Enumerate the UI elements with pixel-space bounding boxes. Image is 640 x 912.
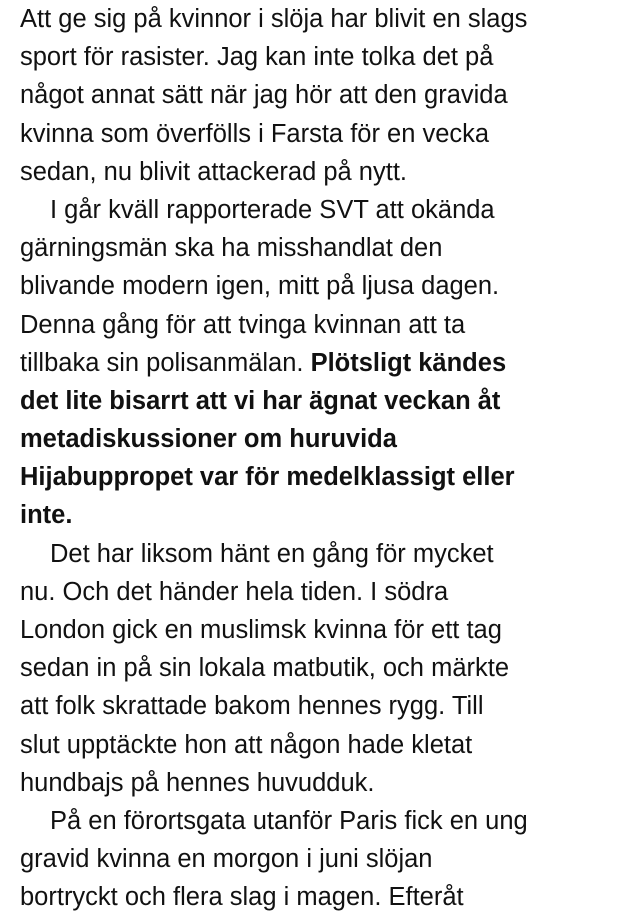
text-run: Denna gång för att tvinga kvinnan att ta [20, 310, 466, 339]
text-line [20, 38, 630, 76]
text-run: På en förortsgata utanför Paris fick en ung [50, 806, 528, 835]
text-run: sedan, nu blivit attackerad på nytt. [20, 157, 407, 186]
text-run: gärningsmän ska ha misshandlat den [20, 234, 443, 263]
text-line [20, 802, 630, 840]
text-run: hundbajs på hennes huvudduk. [20, 768, 375, 797]
text-run: bortryckt och flera slag i magen. Efteråt [20, 883, 464, 912]
text-run: tillbaka sin polisanmälan. [20, 348, 311, 377]
text-line [20, 687, 630, 725]
paragraph [20, 535, 630, 802]
text-run: London gick en muslimsk kvinna för ett tag [20, 616, 502, 644]
text-line [20, 573, 630, 611]
text-line [20, 840, 630, 878]
text-run: att folk skrattade bakom hennes rygg. Till [20, 692, 484, 721]
text-line [20, 420, 630, 458]
text-run: sport för rasister. Jag kan inte tolka det på [20, 43, 494, 72]
text-run: blivande modern igen, mitt på ljusa dagen. [20, 272, 500, 301]
bold-text-run: metadiskussioner om huruvida [20, 425, 397, 454]
text-line [20, 76, 630, 114]
bold-text-run: inte. [20, 501, 73, 530]
text-run: sedan in på sin lokala matbutik, och märkte [20, 654, 510, 683]
text-line [20, 267, 630, 305]
text-run: slut upptäckte hon att någon hade kletat [20, 730, 473, 759]
text-line [20, 382, 630, 420]
paragraph [20, 802, 630, 912]
text-line [20, 726, 630, 764]
text-line [20, 535, 630, 573]
text-line [20, 764, 630, 802]
paragraph [20, 0, 630, 191]
text-line [20, 115, 630, 153]
text-run: något annat sätt när jag hör att den gravida [20, 81, 508, 110]
text-run: Det har liksom hänt en gång för mycket [50, 539, 494, 568]
paragraph [20, 191, 630, 535]
text-line [20, 344, 630, 382]
text-run: gravid kvinna en morgon i juni slöjan [20, 845, 433, 874]
text-line [20, 611, 630, 649]
text-line [20, 306, 630, 344]
text-line [20, 191, 630, 229]
text-line [20, 649, 630, 687]
text-line [20, 229, 630, 267]
bold-text-run: det lite bisarrt att vi har ägnat veckan åt [20, 386, 501, 415]
text-run: kvinna som överfölls i Farsta för en vecka [20, 119, 490, 148]
bold-text-run: Plötsligt kändes [310, 348, 507, 377]
text-line [20, 153, 630, 191]
text-run: nu. Och det händer hela tiden. I södra [20, 577, 449, 606]
text-run: Att ge sig på kvinnor i slöja har blivit en slags [20, 5, 528, 33]
text-line [20, 0, 630, 38]
text-run: I går kväll rapporterade SVT att okända [50, 195, 495, 224]
text-line [20, 496, 630, 534]
article-body [20, 0, 630, 912]
bold-text-run: Hijabuppropet var för medelklassigt eller [20, 463, 515, 492]
text-line [20, 878, 630, 912]
text-line [20, 458, 630, 496]
